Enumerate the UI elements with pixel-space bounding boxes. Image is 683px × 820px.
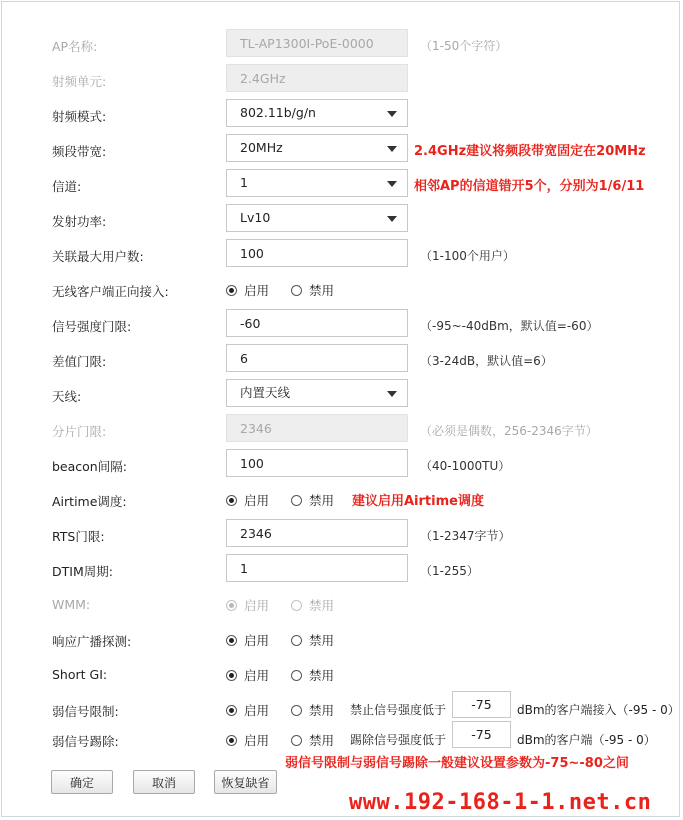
steering-label: 无线客户端正向接入:	[52, 284, 169, 299]
beacon-input[interactable]	[226, 449, 408, 477]
row-ap-name	[0, 29, 683, 61]
beacon-label: beacon间隔:	[52, 459, 127, 474]
probe-disable-radio[interactable]: 禁用	[291, 631, 334, 649]
frag-threshold-input	[226, 414, 408, 442]
chevron-down-icon	[387, 181, 397, 187]
dtim-label: DTIM周期:	[52, 564, 113, 579]
row-frag-threshold	[0, 414, 683, 446]
max-users-hint: （1-100个用户）	[420, 249, 515, 263]
bandwidth-value: 20MHz	[240, 140, 283, 155]
rts-hint: （1-2347字节）	[420, 529, 511, 543]
row-short-gi	[0, 659, 683, 691]
row-radio-mode	[0, 99, 683, 131]
frag-threshold-label: 分片门限:	[52, 424, 107, 439]
beacon-hint: （40-1000TU）	[420, 459, 511, 473]
radio-checked-icon	[226, 285, 237, 296]
frag-threshold-hint: （必须是偶数，256-2346字节）	[420, 424, 598, 438]
radio-mode-label: 射频模式:	[52, 109, 107, 124]
radio-checked-icon	[226, 635, 237, 646]
ok-button[interactable]: 确定	[51, 770, 113, 794]
probe-label: 响应广播探测:	[52, 634, 132, 649]
probe-enable-radio[interactable]: 启用	[226, 631, 269, 649]
weak-limit-disable-radio[interactable]: 禁用	[291, 701, 334, 719]
weak-limit-prefix: 禁止信号强度低于	[350, 703, 447, 717]
radio-unchecked-icon	[291, 600, 302, 611]
row-diff-threshold	[0, 344, 683, 376]
channel-value: 1	[240, 175, 248, 190]
weak-limit-label: 弱信号限制:	[52, 704, 119, 719]
bandwidth-select[interactable]	[226, 134, 408, 162]
row-radio-unit	[0, 64, 683, 96]
rssi-threshold-label: 信号强度门限:	[52, 319, 132, 334]
antenna-value: 内置天线	[240, 385, 291, 400]
row-beacon	[0, 449, 683, 481]
radio-unit-label: 射频单元:	[52, 74, 107, 89]
cancel-button[interactable]: 取消	[133, 770, 195, 794]
ap-name-label: AP名称:	[52, 39, 98, 54]
ap-name-hint: （1-50个字符）	[420, 39, 508, 53]
chevron-down-icon	[387, 216, 397, 222]
short-gi-disable-radio[interactable]: 禁用	[291, 666, 334, 684]
tx-power-value: Lv10	[240, 210, 271, 225]
ap-name-input	[226, 29, 408, 57]
radio-unchecked-icon	[291, 705, 302, 716]
weak-kick-suffix: dBm的客户端（-95 - 0）	[517, 733, 656, 747]
bandwidth-label: 频段带宽:	[52, 144, 107, 159]
row-channel	[0, 169, 683, 201]
weak-signal-annotation: 弱信号限制与弱信号踢除一般建议设置参数为-75~-80之间	[285, 756, 629, 771]
row-airtime	[0, 484, 683, 516]
airtime-label: Airtime调度:	[52, 494, 127, 509]
radio-unchecked-icon	[291, 285, 302, 296]
diff-threshold-label: 差值门限:	[52, 354, 107, 369]
radio-mode-value: 802.11b/g/n	[240, 105, 316, 120]
row-wmm	[0, 589, 683, 621]
row-bandwidth	[0, 134, 683, 166]
radio-unchecked-icon	[291, 495, 302, 506]
radio-unchecked-icon	[291, 670, 302, 681]
radio-unchecked-icon	[291, 735, 302, 746]
weak-kick-disable-radio[interactable]: 禁用	[291, 731, 334, 749]
wmm-disable-radio: 禁用	[291, 596, 334, 614]
watermark: www.192-168-1-1.net.cn	[349, 790, 652, 815]
row-rts	[0, 519, 683, 551]
row-weak-limit	[0, 694, 683, 726]
wmm-label: WMM:	[52, 597, 91, 612]
short-gi-enable-radio[interactable]: 启用	[226, 666, 269, 684]
chevron-down-icon	[387, 391, 397, 397]
rts-label: RTS门限:	[52, 529, 105, 544]
radio-mode-select[interactable]	[226, 99, 408, 127]
row-rssi-threshold	[0, 309, 683, 341]
short-gi-label: Short GI:	[52, 667, 108, 682]
row-steering	[0, 274, 683, 306]
channel-select[interactable]	[226, 169, 408, 197]
steering-disable-radio[interactable]: 禁用	[291, 281, 334, 299]
weak-limit-input[interactable]	[452, 691, 511, 718]
diff-threshold-hint: （3-24dB，默认值=6）	[420, 354, 553, 368]
airtime-enable-radio[interactable]: 启用	[226, 491, 269, 509]
diff-threshold-input[interactable]	[226, 344, 408, 372]
radio-checked-icon	[226, 670, 237, 681]
rts-input[interactable]	[226, 519, 408, 547]
antenna-label: 天线:	[52, 389, 82, 404]
radio-checked-icon	[226, 705, 237, 716]
channel-label: 信道:	[52, 179, 82, 194]
bandwidth-annotation: 2.4GHz建议将频段带宽固定在20MHz	[414, 144, 646, 159]
restore-defaults-button[interactable]: 恢复缺省	[214, 770, 277, 794]
row-antenna	[0, 379, 683, 411]
tx-power-select[interactable]	[226, 204, 408, 232]
dtim-hint: （1-255）	[420, 564, 479, 578]
row-dtim	[0, 554, 683, 586]
rssi-threshold-input[interactable]	[226, 309, 408, 337]
radio-checked-icon	[226, 600, 237, 611]
row-max-users	[0, 239, 683, 271]
dtim-input[interactable]	[226, 554, 408, 582]
max-users-label: 关联最大用户数:	[52, 249, 144, 264]
row-probe	[0, 624, 683, 656]
weak-kick-label: 弱信号踢除:	[52, 734, 119, 749]
radio-checked-icon	[226, 735, 237, 746]
max-users-input[interactable]	[226, 239, 408, 267]
weak-kick-enable-radio[interactable]: 启用	[226, 731, 269, 749]
row-tx-power	[0, 204, 683, 236]
airtime-annotation: 建议启用Airtime调度	[352, 494, 484, 509]
antenna-select[interactable]	[226, 379, 408, 407]
weak-limit-suffix: dBm的客户端接入（-95 - 0）	[517, 703, 680, 717]
weak-kick-prefix: 踢除信号强度低于	[350, 733, 447, 747]
steering-enable-radio[interactable]: 启用	[226, 281, 269, 299]
radio-unit-input	[226, 64, 408, 92]
tx-power-label: 发射功率:	[52, 214, 107, 229]
chevron-down-icon	[387, 111, 397, 117]
airtime-disable-radio[interactable]: 禁用	[291, 491, 334, 509]
channel-annotation: 相邻AP的信道错开5个，分别为1/6/11	[414, 179, 645, 194]
wmm-enable-radio: 启用	[226, 596, 269, 614]
radio-checked-icon	[226, 495, 237, 506]
weak-kick-input[interactable]	[452, 721, 511, 748]
chevron-down-icon	[387, 146, 397, 152]
rssi-threshold-hint: （-95~-40dBm，默认值=-60）	[420, 319, 599, 333]
radio-unchecked-icon	[291, 635, 302, 646]
weak-limit-enable-radio[interactable]: 启用	[226, 701, 269, 719]
